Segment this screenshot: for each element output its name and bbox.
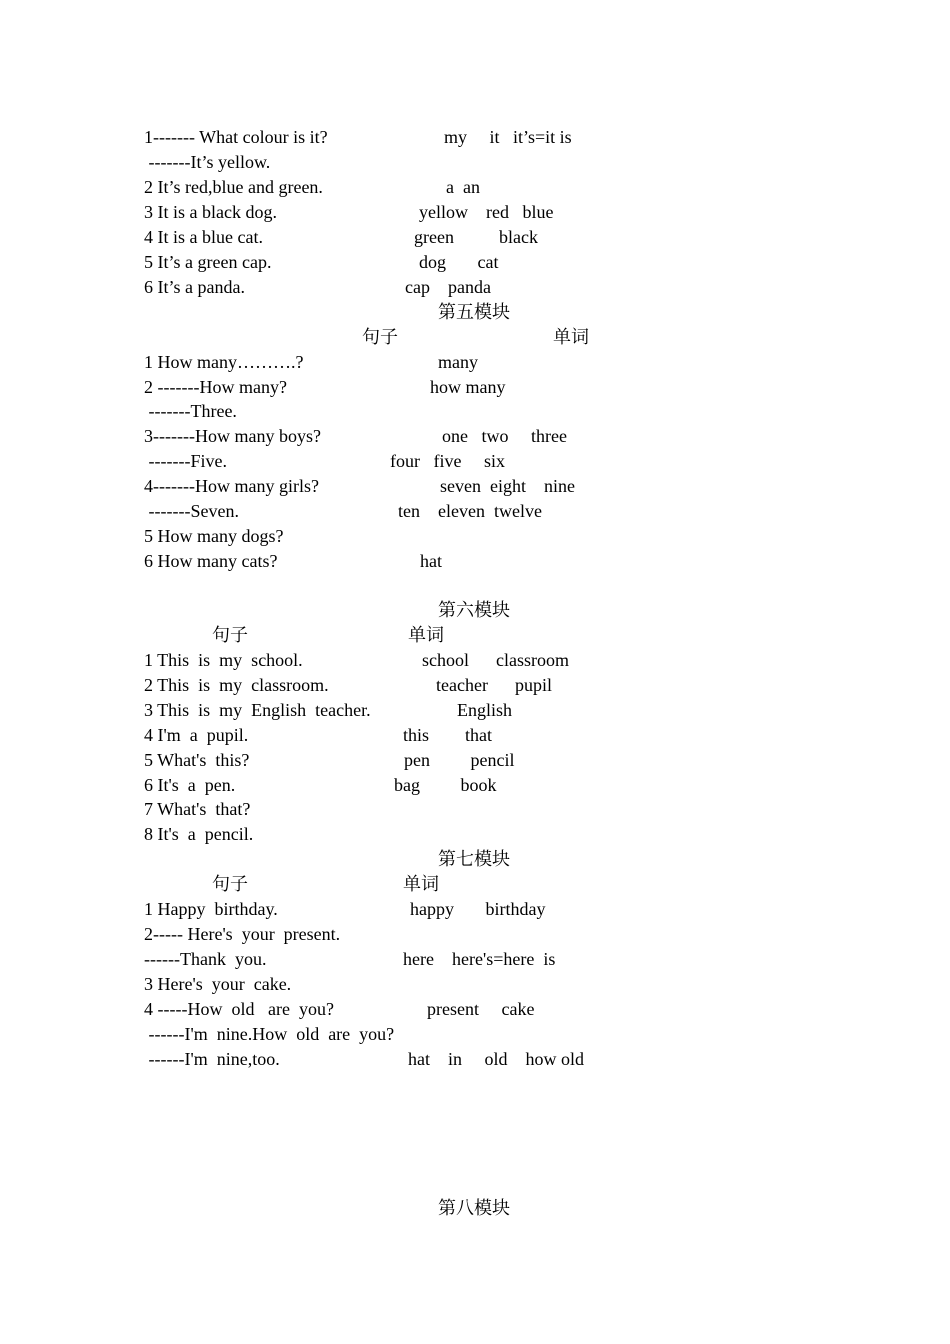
word-line: cap panda <box>405 277 491 297</box>
column-header-sentence: 句子 <box>362 327 398 347</box>
sentence-line: 6 It’s a panda. <box>144 277 245 297</box>
sentence-line: 2 It’s red,blue and green. <box>144 177 323 197</box>
column-header-word: 单词 <box>408 625 444 645</box>
word-line: yellow red blue <box>419 202 554 222</box>
sentence-line: -------Seven. <box>144 501 239 521</box>
word-line: many <box>438 352 478 372</box>
column-header-word: 单词 <box>403 874 439 894</box>
sentence-line: -------It’s yellow. <box>144 152 271 172</box>
sentence-line: 5 It’s a green cap. <box>144 252 272 272</box>
sentence-line: 1 This is my school. <box>144 650 303 670</box>
sentence-line: 5 How many dogs? <box>144 526 284 546</box>
sentence-line: 4 -----How old are you? <box>144 999 334 1019</box>
sentence-line: 3 This is my English teacher. <box>144 700 371 720</box>
sentence-line: 2 -------How many? <box>144 377 287 397</box>
sentence-line: 6 It's a pen. <box>144 775 236 795</box>
word-line: ten eleven twelve <box>398 501 542 521</box>
sentence-line: 7 What's that? <box>144 799 251 819</box>
sentence-line: 4 I'm a pupil. <box>144 725 249 745</box>
sentence-line: -------Five. <box>144 451 227 471</box>
word-line: green black <box>414 227 538 247</box>
sentence-line: ------Thank you. <box>144 949 267 969</box>
sentence-line: 2----- Here's your present. <box>144 924 341 944</box>
module-heading: 第七模块 <box>438 849 510 869</box>
word-line: hat <box>420 551 442 571</box>
sentence-line: -------Three. <box>144 401 237 421</box>
sentence-line: ------I'm nine,too. <box>144 1049 280 1069</box>
sentence-line: 6 How many cats? <box>144 551 278 571</box>
word-line: pen pencil <box>404 750 515 770</box>
sentence-line: 3 Here's your cake. <box>144 974 292 994</box>
word-line: happy birthday <box>410 899 546 919</box>
sentence-line: 4 It is a blue cat. <box>144 227 263 247</box>
sentence-line: 8 It's a pencil. <box>144 824 254 844</box>
sentence-line: 1 How many……….? <box>144 352 304 372</box>
column-header-sentence: 句子 <box>212 874 248 894</box>
word-line: present cake <box>427 999 535 1019</box>
module-heading: 第八模块 <box>438 1198 510 1218</box>
sentence-line: 3 It is a black dog. <box>144 202 277 222</box>
sentence-line: 4-------How many girls? <box>144 476 319 496</box>
word-line: hat in old how old <box>408 1049 584 1069</box>
sentence-line: 1------- What colour is it? <box>144 127 328 147</box>
word-line: teacher pupil <box>436 675 552 695</box>
sentence-line: ------I'm nine.How old are you? <box>144 1024 395 1044</box>
sentence-line: 5 What's this? <box>144 750 250 770</box>
word-line: here here's=here is <box>403 949 556 969</box>
word-line: my it it’s=it is <box>444 127 572 147</box>
word-line: seven eight nine <box>440 476 575 496</box>
module-heading: 第五模块 <box>438 302 510 322</box>
word-line: bag book <box>394 775 497 795</box>
word-line: this that <box>403 725 492 745</box>
column-header-word: 单词 <box>553 327 589 347</box>
word-line: school classroom <box>422 650 569 670</box>
word-line: four five six <box>390 451 505 471</box>
word-line: one two three <box>442 426 567 446</box>
word-line: English <box>457 700 513 720</box>
module-heading: 第六模块 <box>438 600 510 620</box>
word-line: how many <box>430 377 506 397</box>
sentence-line: 3-------How many boys? <box>144 426 321 446</box>
column-header-sentence: 句子 <box>212 625 248 645</box>
word-line: a an <box>446 177 480 197</box>
sentence-line: 1 Happy birthday. <box>144 899 278 919</box>
word-line: dog cat <box>419 252 499 272</box>
sentence-line: 2 This is my classroom. <box>144 675 329 695</box>
